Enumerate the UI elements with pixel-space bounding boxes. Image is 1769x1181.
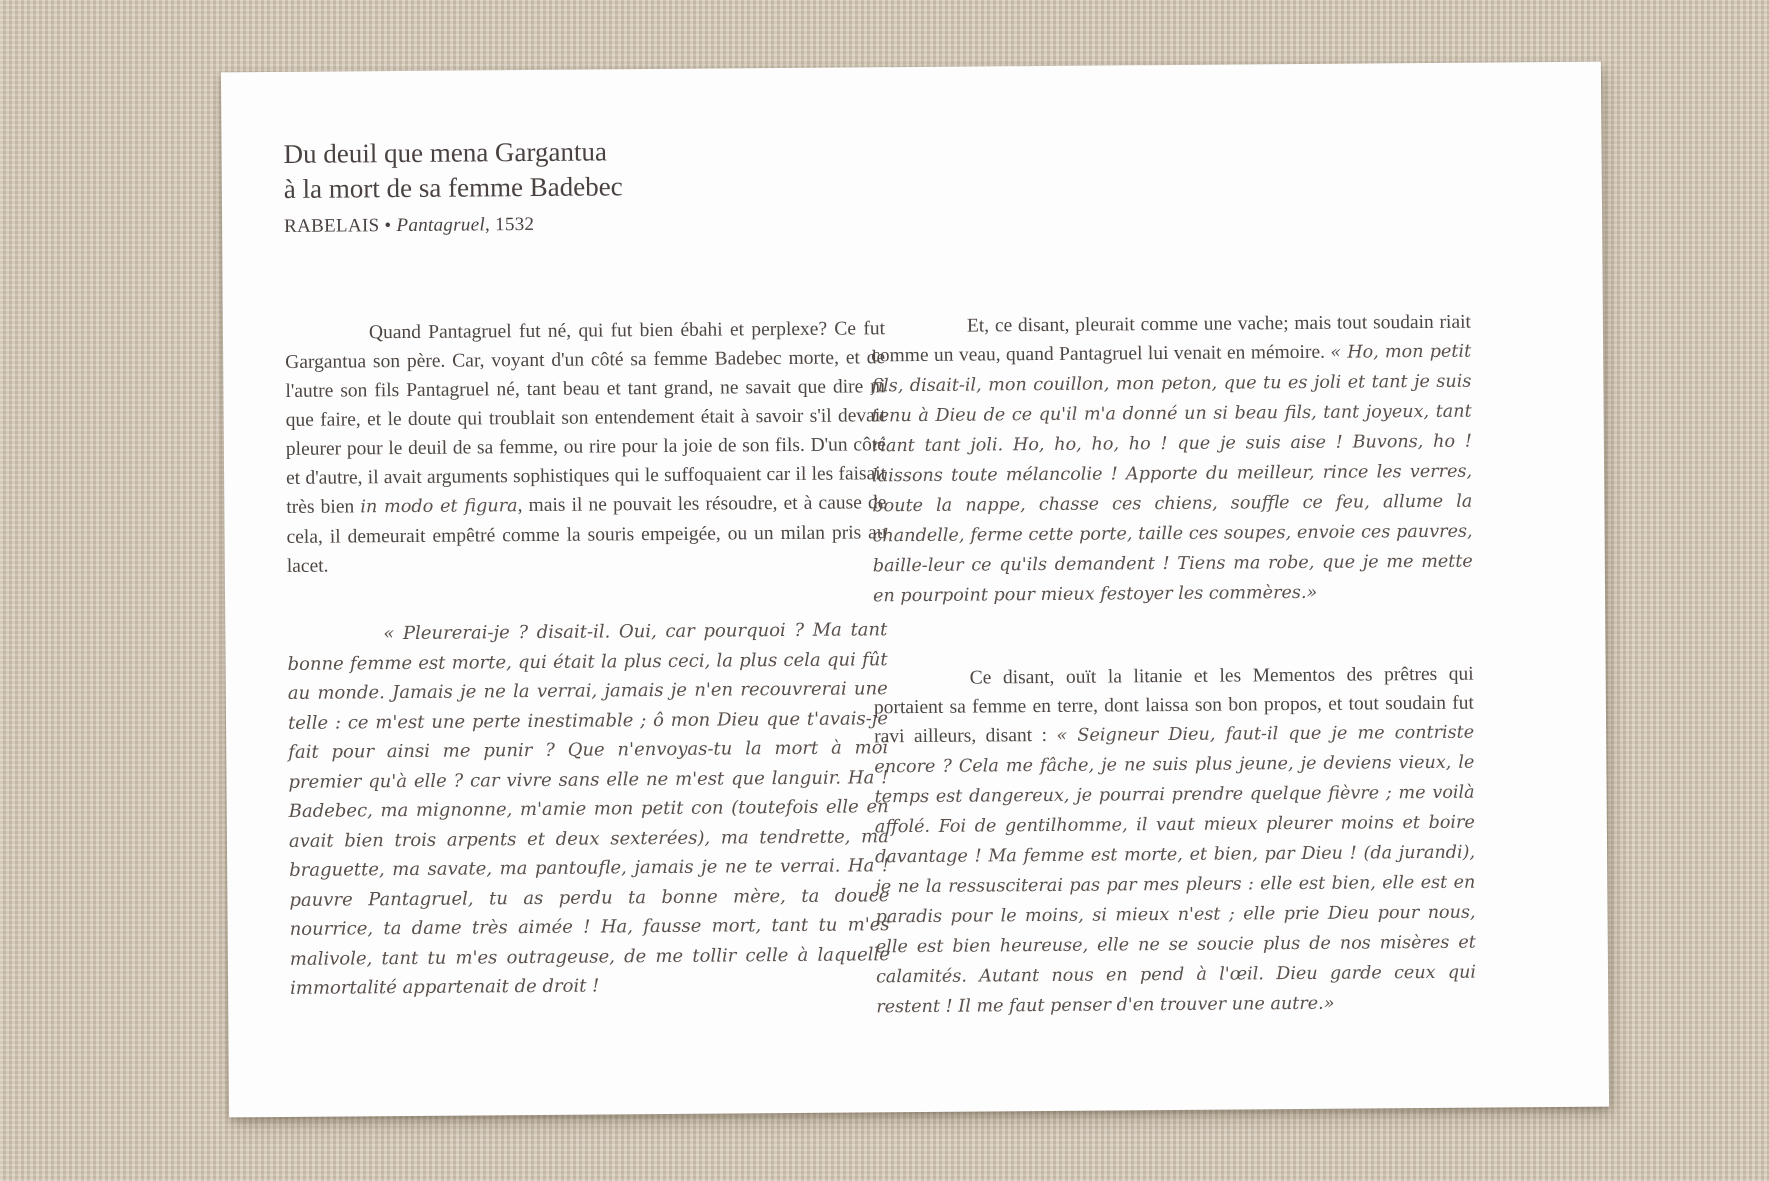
gargantua-lament-quote: « Pleurerai-je ? disait-il. Oui, car pourquoi ? Ma tant bonne femme est morte, qui était la plus ceci, la plus cela qui fût au monde. Jamais je ne la verrai, jamais je n'en recouvrerai une telle : ce m'est une perte inestimable ; ô mon Dieu que t'avais-je fait pour ainsi me punir ? Que n'envoyas-tu la mort à moi premier qu'à elle ? car vivre sans elle ne m'est que languir. Ha ! Badebec, ma mignonne, m'amie mon petit con (toutefois elle en avait bien trois arpents et deux sexterées), ma tendrette, ma braguette, ma savate, ma pantoufle, jamais je ne te verrai. Ha ! pauvre Pantagruel, tu as perdu ta bonne mère, ta douce nourrice, ta dame très aimée ! Ha, fausse mort, tant tu m'es malivole, tant tu m'es outrageuse, de me tollir celle à laquelle immortalité appartenait de droit !: [287, 619, 890, 999]
printed-page: [221, 62, 1609, 1118]
narrative-paragraph: [285, 314, 887, 581]
page-header: [283, 134, 623, 238]
work-title: Pantagruel: [396, 214, 486, 237]
byline: [284, 213, 623, 238]
paragraph-text: Ce disant, ouït la litanie et les Mementos des prêtres qui portaient sa femme en terre, dont laissa son bon propos, et tout soudain fut ravi ailleurs, disant :: [873, 663, 1474, 748]
work-year: , 1532: [484, 213, 535, 236]
page-title: [283, 134, 622, 207]
right-column-paragraph-1: [871, 308, 1473, 612]
latin-phrase: in modo et figura: [360, 496, 518, 518]
paragraph-text: Quand Pantagruel fut né, qui fut bien ébahi et perplexe? Ce fut Gargantua son père. Car, voyant d'un côté sa femme Badebec morte, et de l'autre son fils Pantagruel né, tant beau et tant grand, ne savait que dire ni que faire, et le doute qui troublait son entendement était à savoir s'il devait pleurer pour le deuil de sa femme, ou rire pour la joie de son fils. D'un côté et d'autre, il avait arguments sophistiques qui le suffoquaient car il les faisait très bien: [285, 318, 887, 518]
title-line-1: Du deuil que mena Gargantua: [283, 136, 608, 169]
right-column-paragraph-2: [874, 660, 1477, 1023]
gargantua-resolve-quote: « Seigneur Dieu, faut-il que je me contriste encore ? Cela me fâche, je ne suis plus jeune, je deviens vieux, le temps est dangereux, je pourrai prendre quelque fièvre ; me voilà affolé. Foi de gentilhomme, il vaut mieux pleurer moins et boire davantage ! Ma femme est morte, et bien, par Dieu ! (da jurandi), je ne la ressusciterai pas par mes pleurs : elle est bien, elle est en paradis pour le moins, si mieux n'est ; elle prie Dieu pour nous, elle est bien heureuse, elle ne se soucie plus de nos misères et calamités. Autant nous en pend à l'œil. Dieu garde ceux qui restent ! Il me faut penser d'en trouver une autre.»: [874, 722, 1477, 1018]
paragraph-text-end: , mais il ne pouvait les résoudre, et à cause de cela, il demeurait empêtré comme la souris empeigée, ou un milan pris au lacet.: [286, 492, 887, 577]
narrative-paragraph: [871, 308, 1473, 612]
paragraph-text: Et, ce disant, pleurait comme une vache; mais tout soudain riait comme un veau, quand Pantagruel lui venait en mémoire.: [871, 311, 1471, 367]
byline-separator: •: [384, 215, 392, 237]
left-column-quote: [287, 615, 890, 1003]
gargantua-joy-quote: « Ho, mon petit fils, disait-il, mon couillon, mon peton, que tu es joli et tant je suis tenu à Dieu de ce qu'il m'a donné un si beau fils, tant joyeux, tant riant tant joli. Ho, ho, ho, ho ! que je suis aise ! Buvons, ho ! laissons toute mélancolie ! Apporte du meilleur, rince les verres, boute la nappe, chasse ces chiens, souffle ce feu, allume la chandelle, ferme cette porte, taille ces soupes, envoie ces pauvres, baille-leur ce qu'ils demandent ! Tiens ma robe, que je me mette en pourpoint pour mieux festoyer les commères.»: [871, 341, 1473, 607]
narrative-paragraph: [874, 660, 1477, 1023]
left-column-paragraph: [285, 314, 887, 581]
author: RABELAIS: [284, 215, 380, 237]
title-line-2: à la mort de sa femme Badebec: [283, 171, 623, 204]
